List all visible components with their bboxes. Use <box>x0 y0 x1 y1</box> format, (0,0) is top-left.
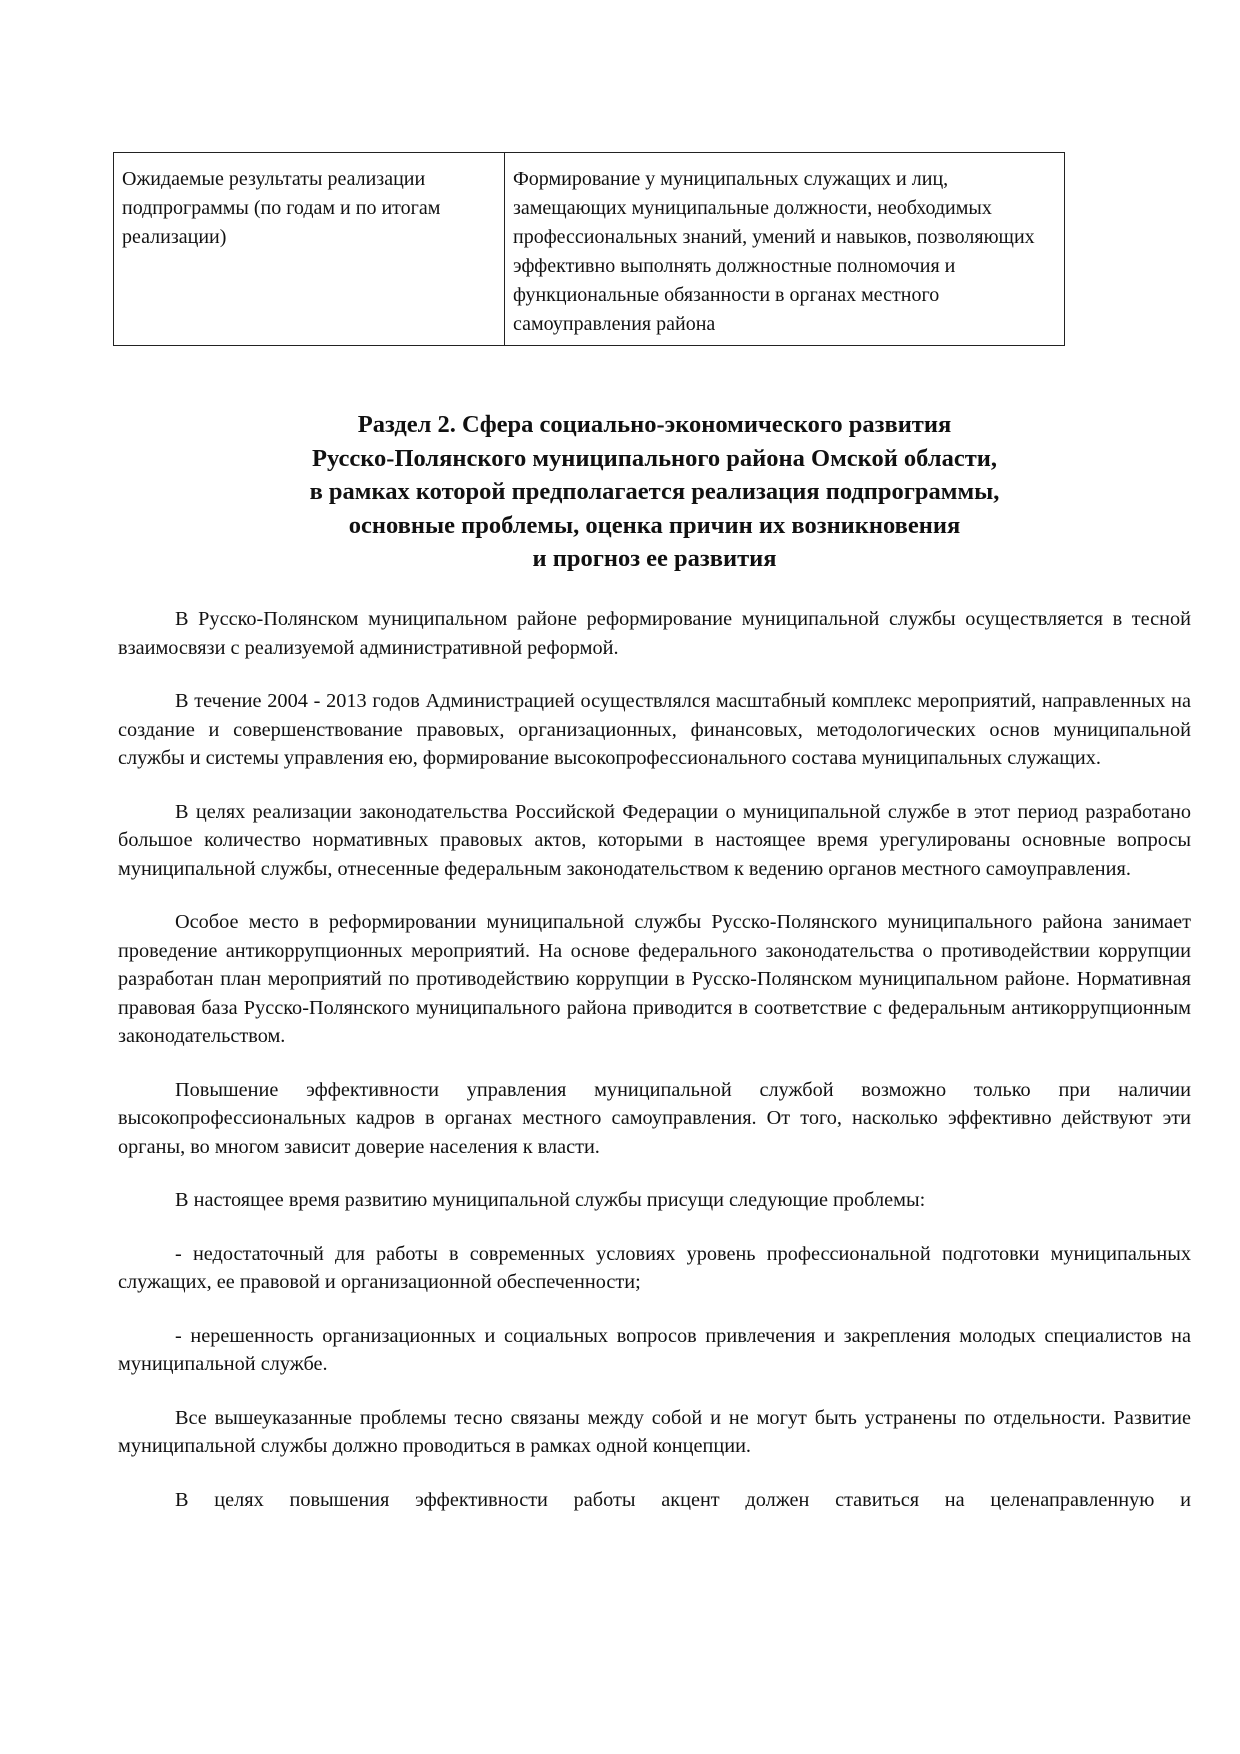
heading-line: Русско-Полянского муниципального района Омской области, <box>312 444 997 472</box>
paragraph: В течение 2004 - 2013 годов Администрацией осуществлялся масштабный комплекс мероприятий, направленных на создание и совершенствование правовых, организационных, финансовых, методологических основ муниципальной службы и системы управления ею, формирование высокопрофессионального состава муниципальных служащих. <box>118 690 1191 769</box>
paragraph: В Русско-Полянском муниципальном районе реформирование муниципальной службы осуществляется в тесной взаимосвязи с реализуемой административной реформой. <box>118 608 1191 659</box>
paragraph: В целях повышения эффективности работы акцент должен ставиться на целенаправленную и <box>175 1488 1191 1511</box>
table-cell-label: Ожидаемые результаты реализации подпрограммы (по годам и по итогам реализации) <box>114 153 505 346</box>
table-row <box>114 153 1065 346</box>
table-cell-value: Формирование у муниципальных служащих и лиц, замещающих муниципальные должности, необходимых профессиональных знаний, умений и навыков, позволяющих эффективно выполнять должностные полномочия и функциональные обязанности в органах местного самоуправления района <box>505 153 1065 346</box>
heading-line: и прогноз ее развития <box>532 545 777 572</box>
section-heading <box>118 408 1191 576</box>
paragraph: Особое место в реформировании муниципальной службы Русско-Полянского муниципального района занимает проведение антикоррупционных мероприятий. На основе федерального законодательства о противодействии коррупции разработан план мероприятий по противодействию коррупции в Русско-Полянском муниципальном районе. Нормативная правовая база Русско-Полянского муниципального района приводится в соответствие с федеральным антикоррупционным законодательством. <box>118 911 1191 1047</box>
paragraph: В настоящее время развитию муниципальной службы присущи следующие проблемы: <box>175 1189 926 1211</box>
paragraph: Повышение эффективности управления муниципальной службой возможно только при наличии высокопрофессиональных кадров в органах местного самоуправления. От того, насколько эффективно действуют эти органы, во многом зависит доверие населения к власти. <box>118 1078 1191 1158</box>
paragraph: В целях реализации законодательства Российской Федерации о муниципальной службе в этот период разработано большое количество нормативных правовых актов, которыми в настоящее время урегулированы основные вопросы муниципальной службы, отнесенные федеральным законодательством к ведению органов местного самоуправления. <box>118 800 1191 880</box>
paragraph: Все вышеуказанные проблемы тесно связаны между собой и не могут быть устранены по отдельности. Развитие муниципальной службы должно проводиться в рамках одной концепции. <box>118 1406 1191 1457</box>
heading-line: Раздел 2. Сфера социально-экономического развития <box>357 411 952 438</box>
list-item: - нерешенность организационных и социальных вопросов привлечения и закрепления молодых специалистов на муниципальной службе. <box>118 1324 1191 1375</box>
heading-line: в рамках которой предполагается реализация подпрограммы, <box>309 478 1000 505</box>
expected-results-table <box>113 152 1065 346</box>
section-body <box>118 605 1191 1539</box>
heading-line: основные проблемы, оценка причин их возникновения <box>348 511 961 539</box>
list-item: - недостаточный для работы в современных условиях уровень профессиональной подготовки муниципальных служащих, ее правовой и организационной обеспеченности; <box>118 1242 1191 1293</box>
